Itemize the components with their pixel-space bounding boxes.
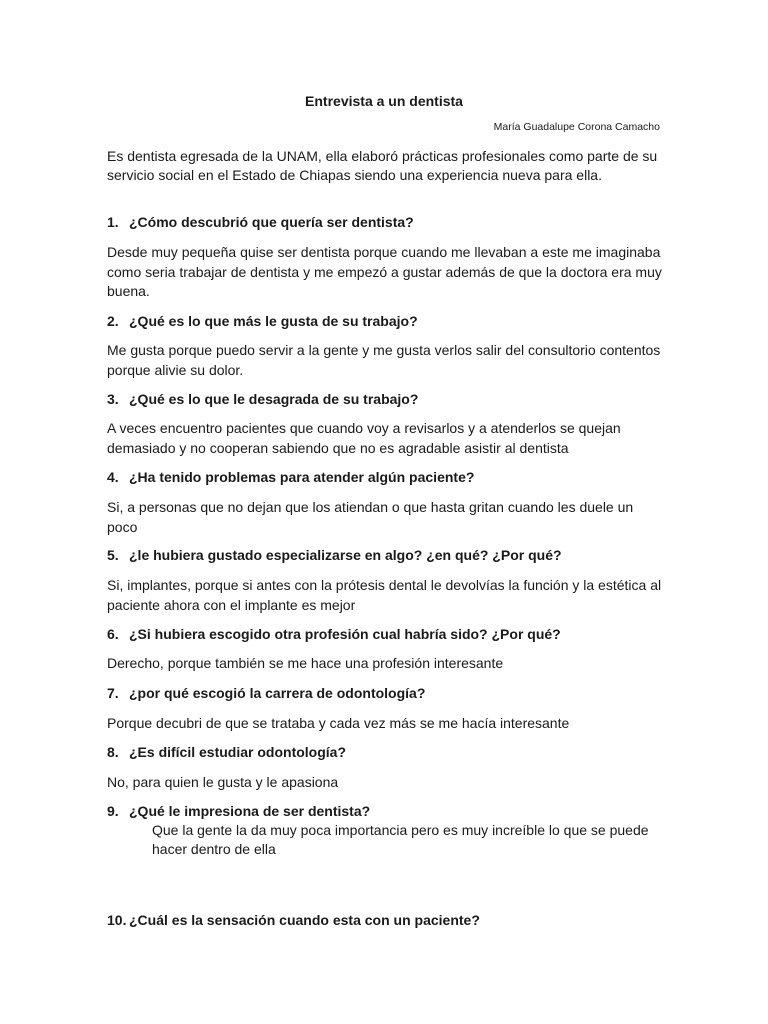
question-number: 5.	[107, 547, 119, 563]
question-text: ¿Cómo descubrió que quería ser dentista?	[129, 214, 414, 230]
question-number: 2.	[107, 313, 119, 329]
answer-8: No, para quien le gusta y le apasiona	[107, 774, 339, 790]
question-number: 1.	[107, 214, 119, 230]
question-number: 8.	[107, 744, 119, 760]
answer-2: Me gusta porque puedo servir a la gente y me gusta verlos salir del consultorio contentos porque alivie su dolor.	[107, 342, 661, 378]
question-7	[107, 684, 667, 703]
answer-6: Derecho, porque también se me hace una profesión interesante	[107, 655, 504, 671]
question-9	[107, 802, 667, 821]
question-text: ¿le hubiera gustado especializarse en algo? ¿en qué? ¿Por qué?	[129, 547, 562, 563]
answer-1: Desde muy pequeña quise ser dentista porque cuando me llevaban a este me imaginaba como seria trabajar de dentista y me empezó a gustar además de que la doctora era muy buena.	[107, 244, 662, 299]
answer-7: Porque decubri de que se trataba y cada vez más se me hacía interesante	[107, 715, 570, 731]
question-10	[107, 911, 667, 930]
question-number: 6.	[107, 626, 119, 642]
document-title: Entrevista a un dentista	[305, 93, 463, 109]
question-number: 9.	[107, 803, 119, 819]
answer-9: Que la gente la da muy poca importancia pero es muy increíble lo que se puede hacer dentro de ella	[152, 822, 649, 857]
intro-paragraph: Es dentista egresada de la UNAM, ella elaboró prácticas profesionales como parte de su servicio social en el Estado de Chiapas siendo una experiencia nueva para ella.	[107, 148, 658, 183]
question-number: 7.	[107, 685, 119, 701]
question-2	[107, 312, 667, 331]
question-number: 10.	[107, 912, 127, 928]
document-author: María Guadalupe Corona Camacho	[493, 121, 660, 133]
question-text: ¿Qué le impresiona de ser dentista?	[129, 803, 371, 819]
question-5	[107, 546, 667, 565]
question-text: ¿Qué es lo que más le gusta de su trabajo?	[129, 313, 418, 329]
question-text: ¿Ha tenido problemas para atender algún paciente?	[129, 469, 475, 485]
question-text: ¿Si hubiera escogido otra profesión cual habría sido? ¿Por qué?	[129, 626, 561, 642]
answer-5: Si, implantes, porque si antes con la prótesis dental le devolvías la función y la estética al paciente ahora con el implante es mejor	[107, 577, 662, 613]
question-8	[107, 743, 667, 762]
question-text: ¿Es difícil estudiar odontología?	[129, 744, 347, 760]
question-number: 4.	[107, 469, 119, 485]
question-text: ¿por qué escogió la carrera de odontología?	[129, 685, 426, 701]
question-6	[107, 625, 667, 644]
question-text: ¿Qué es lo que le desagrada de su trabajo?	[129, 391, 419, 407]
question-4	[107, 468, 667, 487]
question-text: ¿Cuál es la sensación cuando esta con un paciente?	[129, 912, 480, 928]
question-number: 3.	[107, 391, 119, 407]
answer-4: Si, a personas que no dejan que los atiendan o que hasta gritan cuando les duele un poco	[107, 499, 634, 535]
answer-3: A veces encuentro pacientes que cuando voy a revisarlos y a atenderlos se quejan demasiado y no cooperan sabiendo que no es agradable asistir al dentista	[107, 420, 621, 456]
question-1	[107, 213, 667, 232]
question-3	[107, 390, 667, 409]
